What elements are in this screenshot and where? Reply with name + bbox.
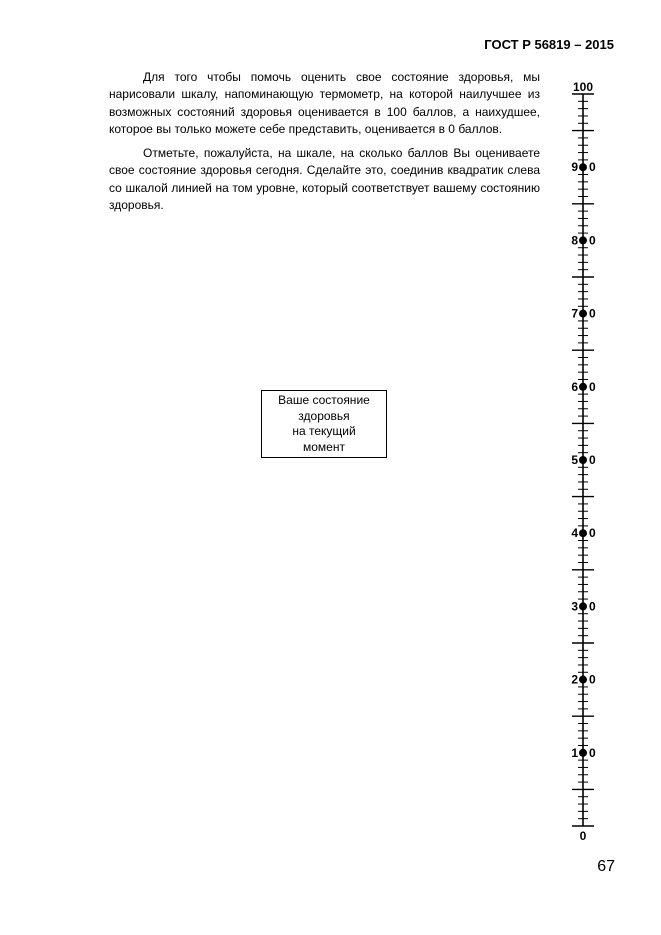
health-box-line-4: момент bbox=[303, 439, 345, 454]
scale-label-30-units: 0 bbox=[589, 599, 596, 614]
scale-label-90-units: 0 bbox=[589, 160, 596, 175]
scale-label-80-tens: 8 bbox=[571, 233, 578, 248]
instruction-paragraph-2: Отметьте, пожалуйста, на шкале, на сколько баллов Вы оцениваете свое состояние здоровья сегодня. Сделайте это, соединив квадратик слева со шкалой линией на том уровне, который соответствует вашему состоянию здоровья. bbox=[109, 146, 540, 213]
scale-label-30-tens: 3 bbox=[571, 599, 578, 614]
scale-major-dot bbox=[579, 529, 587, 537]
scale-label-10-units: 0 bbox=[589, 745, 596, 760]
scale-major-dot bbox=[579, 456, 587, 464]
scale-label-40-units: 0 bbox=[589, 526, 596, 541]
scale-label-40-tens: 4 bbox=[571, 526, 578, 541]
scale-label-90-tens: 9 bbox=[571, 160, 578, 175]
scale-label-70-tens: 7 bbox=[571, 306, 578, 321]
scale-label-10-tens: 1 bbox=[571, 745, 578, 760]
scale-major-dot bbox=[579, 383, 587, 391]
scale-label-60-tens: 6 bbox=[571, 379, 578, 394]
scale-major-dot bbox=[579, 749, 587, 757]
scale-label-80-units: 0 bbox=[589, 233, 596, 248]
scale-label-100: 100 bbox=[572, 80, 594, 94]
scale-label-20-units: 0 bbox=[589, 672, 596, 687]
scale-major-dot bbox=[579, 236, 587, 244]
health-box-line-1: Ваше состояние bbox=[278, 393, 370, 407]
instructions bbox=[109, 69, 540, 214]
health-box-line-3: на текущий bbox=[292, 424, 356, 438]
instruction-paragraph-1: Для того чтобы помочь оценить свое состояние здоровья, мы нарисовали шкалу, напоминающую термометр, на которой наилучшее из возможных состояний здоровья оценивается в 100 баллов, а наихудшее, которое вы только можете себе представить, оценивается в 0 баллов. bbox=[109, 70, 540, 136]
scale-label-0: 0 bbox=[579, 829, 587, 843]
health-box-line-2: здоровья bbox=[298, 408, 350, 423]
scale-label-70-units: 0 bbox=[589, 306, 596, 321]
scale-label-60-units: 0 bbox=[589, 379, 596, 394]
scale-label-50-units: 0 bbox=[589, 453, 596, 467]
scale-label-50-tens: 5 bbox=[571, 453, 578, 467]
document-header: ГОСТ Р 56819 – 2015 bbox=[484, 37, 614, 52]
scale-major-dot bbox=[579, 163, 587, 171]
current-health-box[interactable] bbox=[261, 390, 387, 458]
health-thermometer-scale[interactable] bbox=[555, 78, 615, 848]
page-number: 67 bbox=[597, 858, 615, 875]
scale-major-dot bbox=[579, 602, 587, 610]
scale-label-20-tens: 2 bbox=[571, 672, 578, 687]
scale-major-dot bbox=[579, 310, 587, 318]
scale-major-dot bbox=[579, 676, 587, 684]
